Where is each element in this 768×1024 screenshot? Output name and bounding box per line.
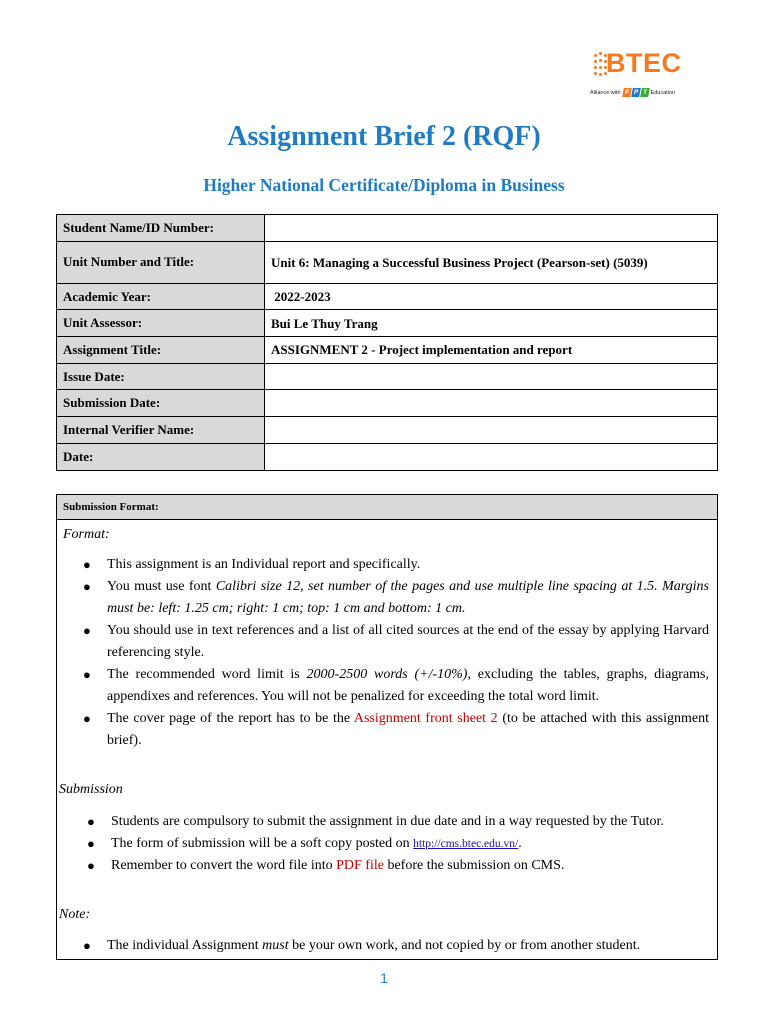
row-label: Issue Date: <box>57 363 265 390</box>
row-value: Unit 6: Managing a Successful Business Project (Pearson-set) (5039) <box>265 241 718 283</box>
list-item <box>83 620 709 664</box>
row-value: Bui Le Thuy Trang <box>265 310 718 337</box>
table-row <box>57 363 718 390</box>
item-text: before the submission on CMS. <box>383 858 565 873</box>
logo-wordmark: BTEC <box>606 48 682 78</box>
submission-format-header: Submission Format: <box>57 495 717 520</box>
list-item <box>87 833 687 855</box>
item-text: The form of submission will be a soft copy posted on <box>111 836 414 851</box>
item-italic-text: must <box>262 938 289 953</box>
fpt-letter-t: T <box>640 88 650 97</box>
format-list <box>83 554 709 752</box>
item-text: be your own work, and not copied by or from another student. <box>288 938 641 953</box>
row-value: ASSIGNMENT 2 - Project implementation and report <box>265 337 718 364</box>
row-label: Academic Year: <box>57 283 265 310</box>
table-row <box>57 443 718 470</box>
row-label: Unit Assessor: <box>57 310 265 337</box>
row-label: Date: <box>57 443 265 470</box>
fpt-letter-f: F <box>622 88 632 97</box>
page-number: 1 <box>380 970 388 986</box>
pdf-file-reference: PDF file <box>336 858 384 873</box>
list-item <box>87 855 687 877</box>
submission-heading: Submission <box>59 782 123 797</box>
list-item <box>83 554 709 576</box>
submission-format-box <box>56 494 718 960</box>
row-value: 2022-2023 <box>265 283 718 310</box>
note-heading: Note: <box>59 907 91 922</box>
table-row <box>57 310 718 337</box>
front-sheet-reference: Assignment front sheet 2 <box>353 711 498 726</box>
document-subtitle: Higher National Certificate/Diploma in Business <box>203 175 565 195</box>
cms-link[interactable]: http://cms.btec.edu.vn/ <box>413 838 519 850</box>
table-row <box>57 337 718 364</box>
table-row <box>57 215 718 242</box>
document-title: Assignment Brief 2 (RQF) <box>227 121 541 152</box>
item-text: This assignment is an Individual report and specifically. <box>107 557 421 572</box>
item-text: The recommended word limit is <box>107 667 307 682</box>
item-text: You should use in text references and a list of all cited sources at the end of the essay by applying Harvard referencing style. <box>107 623 709 660</box>
row-label: Internal Verifier Name: <box>57 417 265 444</box>
item-text: (to be attached with this assignment brief). <box>107 711 709 748</box>
item-text: Students are compulsory to submit the assignment in due date and in a way requested by the Tutor. <box>111 814 664 829</box>
item-italic-text: Calibri size 12, set number of the pages and use multiple line spacing at 1.5. Margins must be: left: 1.25 cm; right: 1 cm; top: 1 cm and bottom: 1 cm. <box>107 579 710 616</box>
list-item <box>87 811 687 833</box>
item-text: The individual Assignment <box>107 938 263 953</box>
table-row <box>57 241 718 283</box>
table-row <box>57 283 718 310</box>
logo-tagline-prefix: Alliance with <box>590 89 621 96</box>
submission-list <box>87 811 687 877</box>
logo-tagline-suffix: Education <box>650 89 676 96</box>
item-italic-text: 2000-2500 words (+/-10%) <box>306 667 468 682</box>
row-label: Student Name/ID Number: <box>57 215 265 242</box>
fpt-logo-icon <box>623 88 649 97</box>
row-value <box>265 417 718 444</box>
table-row <box>57 390 718 417</box>
row-value <box>265 215 718 242</box>
table-row <box>57 417 718 444</box>
row-label: Submission Date: <box>57 390 265 417</box>
item-text: The cover page of the report has to be the <box>107 711 354 726</box>
item-text: Remember to convert the word file into <box>111 858 337 873</box>
row-value <box>265 390 718 417</box>
item-text: , excluding the tables, graphs, diagrams, appendixes and references. You will not be penalized for exceeding the total word limit. <box>107 667 710 704</box>
list-item <box>83 708 709 752</box>
row-label: Assignment Title: <box>57 337 265 364</box>
btec-logo <box>590 46 700 104</box>
list-item <box>83 664 709 708</box>
fpt-letter-p: P <box>631 88 641 97</box>
format-heading: Format: <box>63 527 110 542</box>
row-value <box>265 443 718 470</box>
row-value <box>265 363 718 390</box>
row-label: Unit Number and Title: <box>57 241 265 283</box>
list-item <box>83 935 709 957</box>
logo-tagline <box>590 88 675 97</box>
list-item <box>83 576 709 620</box>
item-text: . <box>518 836 522 851</box>
item-text: You must use font <box>107 579 216 594</box>
assignment-info-table <box>56 214 718 471</box>
note-list <box>83 935 709 957</box>
